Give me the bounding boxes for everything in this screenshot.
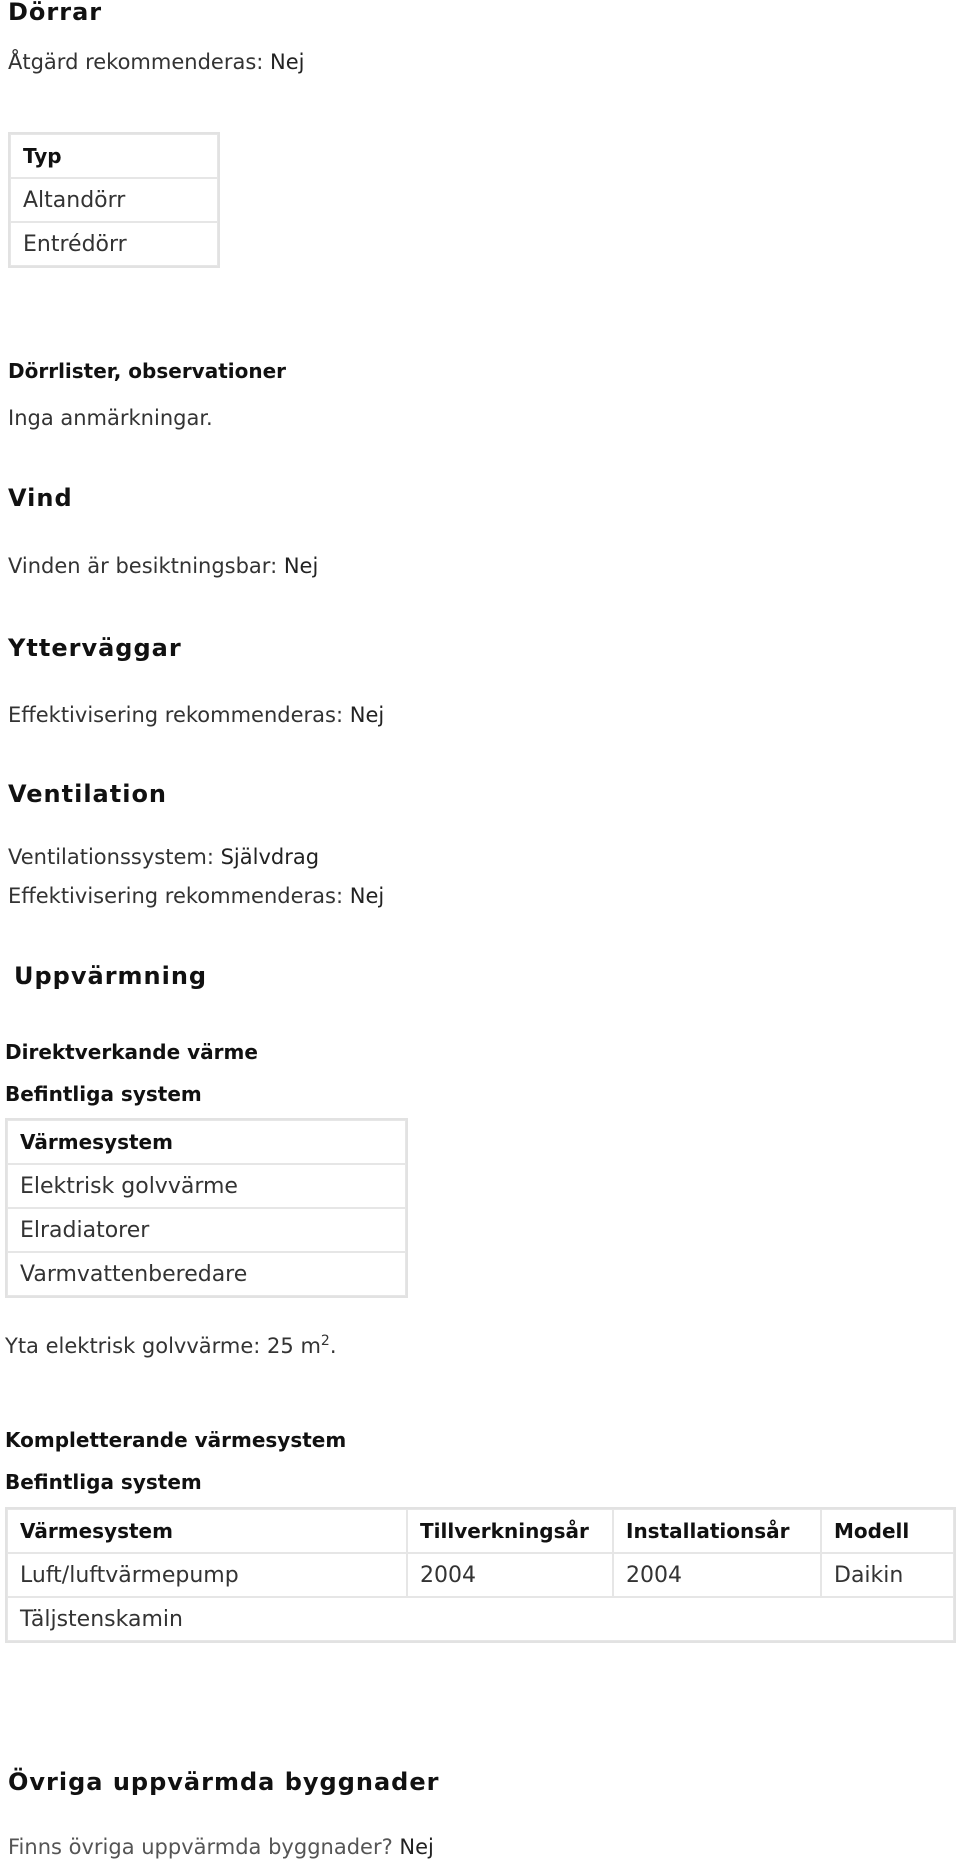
other-buildings-row — [8, 1835, 434, 1859]
direct-existing-label: Befintliga system — [5, 1082, 202, 1106]
supplementary-heading: Kompletterande värmesystem — [5, 1428, 347, 1452]
supplementary-existing-label: Befintliga system — [5, 1470, 202, 1494]
ventilation-efficiency-value: Nej — [349, 884, 385, 908]
doors-type-header: Typ — [10, 134, 218, 178]
doors-action-label: Åtgärd rekommenderas: — [8, 50, 264, 74]
table-cell — [613, 1597, 821, 1641]
other-buildings-heading: Övriga uppvärmda byggnader — [8, 1768, 440, 1796]
doors-type-table — [8, 132, 220, 268]
ventilation-system-label: Ventilationssystem: — [8, 845, 214, 869]
doors-action-value: Nej — [270, 50, 305, 74]
direct-heating-table — [5, 1118, 408, 1298]
table-cell: 2004 — [407, 1553, 613, 1597]
attic-heading: Vind — [8, 484, 73, 512]
attic-inspectable-value: Nej — [283, 554, 319, 578]
floor-heating-area-text: Yta elektrisk golvvärme: 25 m — [5, 1334, 321, 1358]
ventilation-efficiency-label: Effektivisering rekommenderas: — [8, 884, 344, 908]
supplementary-heating-table — [5, 1507, 956, 1643]
column-header: Värmesystem — [7, 1509, 407, 1553]
column-header: Installationsår — [613, 1509, 821, 1553]
direct-heating-header: Värmesystem — [7, 1120, 406, 1164]
direct-heating-heading: Direktverkande värme — [5, 1040, 258, 1064]
doors-action-row — [8, 50, 305, 74]
ventilation-system-row — [8, 845, 319, 869]
table-cell — [821, 1597, 954, 1641]
weatherstrip-label: Dörrlister, observationer — [8, 359, 287, 383]
column-header: Tillverkningsår — [407, 1509, 613, 1553]
table-cell — [407, 1597, 613, 1641]
floor-heating-area — [5, 1333, 337, 1358]
heating-heading: Uppvärmning — [14, 962, 208, 990]
other-buildings-question: Finns övriga uppvärmda byggnader? — [8, 1835, 393, 1859]
table-cell: Daikin — [821, 1553, 954, 1597]
attic-inspectable-row — [8, 554, 318, 578]
ventilation-efficiency-row — [8, 884, 384, 908]
ventilation-system-value: Självdrag — [220, 845, 320, 869]
direct-heating-cell: Elradiatorer — [7, 1208, 406, 1252]
table-cell: Luft/luftvärmepump — [7, 1553, 407, 1597]
floor-heating-area-end: . — [329, 1334, 337, 1358]
table-cell: Täljstenskamin — [7, 1597, 407, 1641]
floor-heating-area-sup: 2 — [320, 1333, 330, 1349]
walls-efficiency-label: Effektivisering rekommenderas: — [8, 703, 344, 727]
direct-heating-cell: Varmvattenberedare — [7, 1252, 406, 1296]
table-row — [7, 1597, 954, 1641]
attic-inspectable-label: Vinden är besiktningsbar: — [8, 554, 278, 578]
walls-heading: Ytterväggar — [8, 634, 182, 662]
ventilation-heading: Ventilation — [8, 780, 168, 808]
direct-heating-cell: Elektrisk golvvärme — [7, 1164, 406, 1208]
doors-type-cell: Entrédörr — [10, 222, 218, 266]
table-cell: 2004 — [613, 1553, 821, 1597]
walls-efficiency-row — [8, 703, 384, 727]
column-header: Modell — [821, 1509, 954, 1553]
table-row — [7, 1553, 954, 1597]
other-buildings-answer: Nej — [399, 1835, 434, 1859]
walls-efficiency-value: Nej — [349, 703, 385, 727]
doors-heading: Dörrar — [8, 0, 103, 26]
weatherstrip-value: Inga anmärkningar. — [8, 406, 213, 430]
doors-type-cell: Altandörr — [10, 178, 218, 222]
